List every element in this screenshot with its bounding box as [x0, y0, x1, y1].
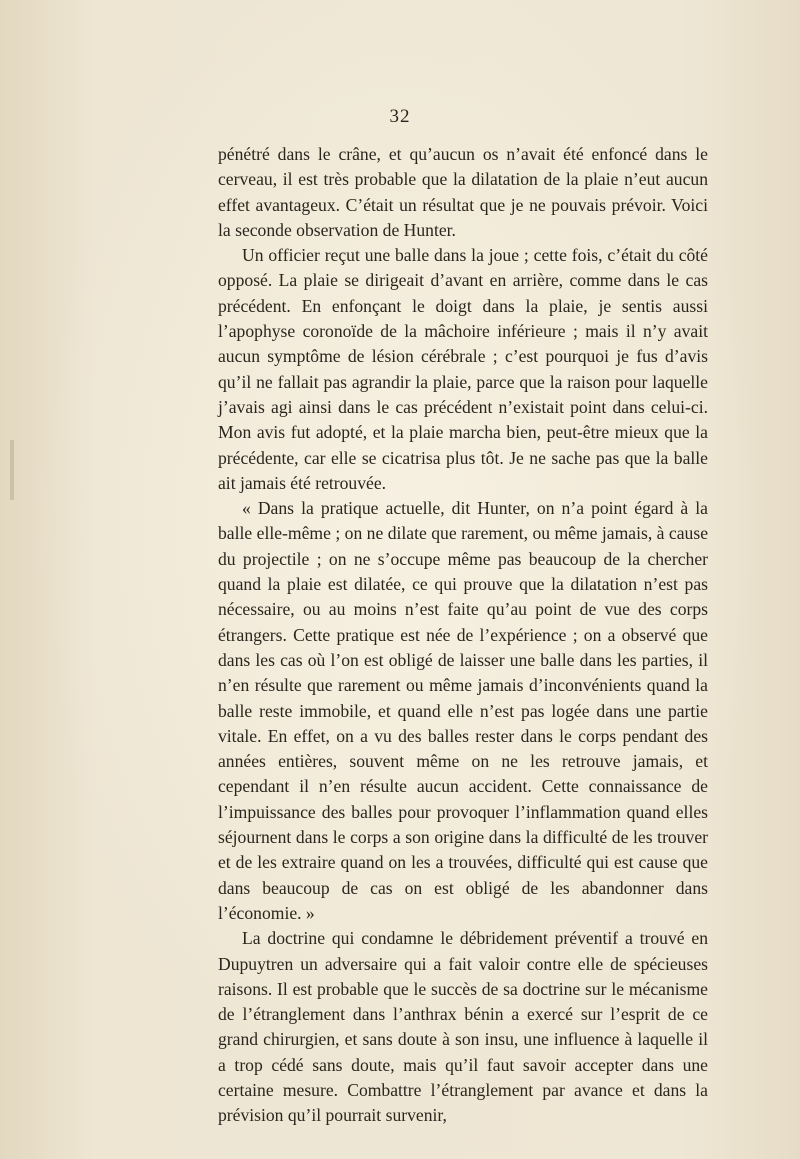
page-edge-mark — [10, 440, 14, 500]
body-text — [218, 142, 708, 1129]
page-number: 32 — [389, 106, 411, 127]
paragraph-3: « Dans la pratique actuelle, dit Hunter, on n’a point égard à la balle elle-même ; on ne dilate que rarement, ou même jamais, à cause du projectile ; on ne s’occupe même pas beaucoup de la chercher quand la plaie est dilatée, ce qui prouve que la dilatation n’est pas nécessaire, ou au moins n’est faite qu’au point de vue des corps étrangers. Cette pratique est née de l’expérience ; on a observé que dans les cas où l’on est obligé de laisser une balle dans les parties, il n’en résulte que rarement ou même jamais d’inconvénients quand la balle reste immobile, et quand elle n’est pas logée dans une partie vitale. En effet, on a vu des balles rester dans le corps pendant des années entières, souvent même on ne les retrouve jamais, et cependant il n’en résulte aucun accident. Cette connaissance de l’impuissance des balles pour provoquer l’inflammation quand elles séjournent dans le corps a son origine dans la difficulté de les trouver et de les extraire quand on les a trouvées, difficulté qui est cause que dans beaucoup de cas on est obligé de les abandonner dans l’économie. » — [218, 498, 708, 923]
paragraph-4: La doctrine qui condamne le débridement préventif a trouvé en Dupuytren un adversaire qui a fait valoir contre elle de spécieuses raisons. Il est probable que le succès de sa doctrine sur le mécanisme de l’étranglement dans l’anthrax bénin a exercé sur l’esprit de ce grand chirurgien, et sans doute à son insu, une influence à laquelle il a trop cédé sans doute, mais qu’il faut savoir accepter dans une certaine mesure. Combattre l’étranglement par avance et dans la prévision qu’il pourrait survenir, — [218, 928, 708, 1126]
paragraph-1: pénétré dans le crâne, et qu’aucun os n’avait été enfoncé dans le cerveau, il est très probable que la dilatation de la plaie n’eut aucun effet avantageux. C’était un résultat que je ne pouvais prévoir. Voici la seconde observation de Hunter. — [218, 144, 708, 240]
paragraph-2: Un officier reçut une balle dans la joue ; cette fois, c’était du côté opposé. La plaie se dirigeait d’avant en arrière, comme dans le cas précédent. En enfonçant le doigt dans la plaie, je sentis aussi l’apophyse coronoïde de la mâchoire inférieure ; mais il n’y avait aucun symptôme de lésion cérébrale ; c’est pourquoi je fus d’avis qu’il ne fallait pas agrandir la plaie, parce que la raison pour laquelle j’avais agi ainsi dans le cas précédent n’existait point dans celui-ci. Mon avis fut adopté, et la plaie marcha bien, peut-être mieux que la précédente, car elle se cicatrisa plus tôt. Je ne sache pas que la balle ait jamais été retrouvée. — [218, 245, 708, 493]
